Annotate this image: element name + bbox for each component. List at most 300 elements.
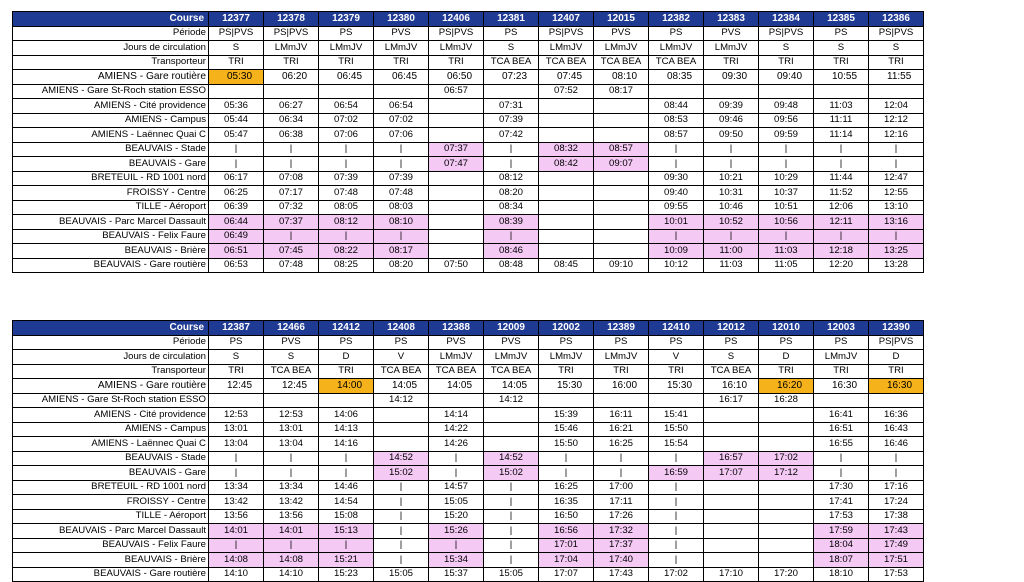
time-cell: 13:01 [264,422,319,437]
time-cell [484,437,539,452]
time-cell [374,84,429,99]
meta-cell: PVS [264,335,319,350]
time-cell [759,437,814,452]
stop-name: TILLE - Aéroport [13,509,209,524]
stop-name: BEAUVAIS - Gare [13,157,209,172]
time-cell: 15:50 [539,437,594,452]
time-cell: 15:34 [429,553,484,568]
time-cell [759,84,814,99]
time-cell [539,186,594,201]
time-cell: 08:17 [374,244,429,259]
time-cell: 16:51 [814,422,869,437]
time-cell: 09:40 [649,186,704,201]
meta-cell: TCA BEA [429,364,484,379]
meta-cell: S [704,350,759,365]
course-number: 12407 [539,12,594,27]
time-cell [374,408,429,423]
course-number: 12410 [649,321,704,336]
time-cell [759,524,814,539]
time-cell: 06:39 [209,200,264,215]
time-cell: | [264,229,319,244]
meta-cell: TRI [539,364,594,379]
stop-name: BEAUVAIS - Brière [13,553,209,568]
time-cell: 15:02 [484,466,539,481]
meta-cell: TCA BEA [649,55,704,70]
time-cell [759,408,814,423]
time-cell: | [319,142,374,157]
time-cell: 12:11 [814,215,869,230]
time-cell: | [429,466,484,481]
time-cell [429,393,484,408]
stop-name: BEAUVAIS - Parc Marcel Dassault [13,524,209,539]
meta-cell: S [869,41,924,56]
time-cell: 09:30 [649,171,704,186]
time-cell: 16:25 [539,480,594,495]
row-label: Jours de circulation [13,350,209,365]
time-cell: | [484,495,539,510]
time-cell: 15:50 [649,422,704,437]
course-number: 12390 [869,321,924,336]
time-cell: | [594,466,649,481]
meta-cell: D [869,350,924,365]
time-cell: 14:08 [264,553,319,568]
time-cell: 14:10 [264,567,319,582]
stop-row [13,186,924,201]
meta-cell: S [484,41,539,56]
time-cell: | [594,451,649,466]
meta-cell: TRI [319,364,374,379]
meta-cell: TCA BEA [539,55,594,70]
meta-cell: TRI [814,364,869,379]
stop-row [13,70,924,85]
time-cell [594,99,649,114]
meta-cell: TRI [759,55,814,70]
stop-name: AMIENS - Gare routière [13,70,209,85]
time-cell: 17:32 [594,524,649,539]
time-cell: 12:53 [264,408,319,423]
time-cell: | [649,538,704,553]
time-cell [209,393,264,408]
meta-cell: PVS [429,335,484,350]
course-number: 12380 [374,12,429,27]
meta-cell: PS [209,335,264,350]
time-cell: 15:30 [539,379,594,394]
time-cell [594,128,649,143]
meta-cell: TRI [814,55,869,70]
time-cell: 14:54 [319,495,374,510]
time-cell: 16:10 [704,379,759,394]
time-cell: 16:41 [814,408,869,423]
time-cell: 08:45 [539,258,594,273]
time-cell: 10:55 [814,70,869,85]
time-cell [869,84,924,99]
stop-row [13,157,924,172]
time-cell [539,200,594,215]
meta-cell: TCA BEA [484,55,539,70]
time-cell: | [429,538,484,553]
meta-cell: S [759,41,814,56]
time-cell [539,244,594,259]
course-number: 12010 [759,321,814,336]
time-cell: 08:32 [539,142,594,157]
time-cell [539,128,594,143]
meta-cell: PS [704,335,759,350]
time-cell: 07:02 [374,113,429,128]
time-cell: 16:35 [539,495,594,510]
time-cell [704,408,759,423]
time-cell [429,229,484,244]
time-cell: 17:43 [594,567,649,582]
time-cell: 06:49 [209,229,264,244]
time-cell: 07:06 [319,128,374,143]
time-cell: 17:07 [704,466,759,481]
meta-cell: LMmJV [814,350,869,365]
time-cell: 14:06 [319,408,374,423]
time-cell: 17:00 [594,480,649,495]
stop-row [13,422,924,437]
time-cell: 08:48 [484,258,539,273]
time-cell: | [319,229,374,244]
time-cell: 17:04 [539,553,594,568]
stop-row [13,379,924,394]
time-cell: 14:26 [429,437,484,452]
course-number: 12378 [264,12,319,27]
time-cell: 12:18 [814,244,869,259]
time-cell: | [209,142,264,157]
time-cell: 08:03 [374,200,429,215]
meta-cell: TRI [594,364,649,379]
time-cell: | [869,229,924,244]
time-cell: 17:07 [539,567,594,582]
course-row [13,12,924,27]
time-cell: 08:39 [484,215,539,230]
meta-cell: D [759,350,814,365]
time-cell [429,186,484,201]
time-cell: 08:53 [649,113,704,128]
time-cell: 06:54 [319,99,374,114]
time-cell: 12:45 [264,379,319,394]
time-cell: 15:05 [484,567,539,582]
time-cell: 14:00 [319,379,374,394]
meta-cell: PVS [374,26,429,41]
course-number: 12466 [264,321,319,336]
meta-cell: D [319,350,374,365]
stop-row [13,244,924,259]
time-cell: 14:05 [374,379,429,394]
time-cell [594,215,649,230]
time-cell: 16:25 [594,437,649,452]
stop-row [13,229,924,244]
time-cell [594,113,649,128]
time-cell [429,128,484,143]
time-cell: 10:56 [759,215,814,230]
stop-name: AMIENS - Laënnec Quai C [13,437,209,452]
course-number: 12015 [594,12,649,27]
time-cell: | [814,142,869,157]
time-cell: 07:39 [374,171,429,186]
course-number: 12002 [539,321,594,336]
time-cell: | [374,553,429,568]
time-cell: 07:48 [264,258,319,273]
time-cell [429,171,484,186]
stop-row [13,84,924,99]
time-cell: 16:59 [649,466,704,481]
stop-row [13,451,924,466]
meta-cell: S [209,350,264,365]
meta-cell: TRI [264,55,319,70]
time-cell: 09:48 [759,99,814,114]
time-cell: 14:14 [429,408,484,423]
time-cell: 16:00 [594,379,649,394]
time-cell: 07:48 [374,186,429,201]
meta-cell: PS|PVS [759,26,814,41]
time-cell: 13:04 [264,437,319,452]
time-cell: 13:01 [209,422,264,437]
time-cell: 17:26 [594,509,649,524]
time-cell: 11:11 [814,113,869,128]
time-cell: | [539,451,594,466]
time-cell: | [374,142,429,157]
stop-name: FROISSY - Centre [13,495,209,510]
time-cell: 14:12 [484,393,539,408]
time-cell: 10:01 [649,215,704,230]
time-cell: 14:05 [429,379,484,394]
stop-row [13,171,924,186]
meta-row-transporteur [13,55,924,70]
meta-cell: PS [594,335,649,350]
stop-name: BRETEUIL - RD 1001 nord [13,480,209,495]
timetable-1 [12,11,924,273]
time-cell: 08:57 [649,128,704,143]
stop-name: BRETEUIL - RD 1001 nord [13,171,209,186]
time-cell: 05:30 [209,70,264,85]
stop-row [13,99,924,114]
meta-cell: TCA BEA [374,364,429,379]
meta-cell: S [264,350,319,365]
time-cell: 06:27 [264,99,319,114]
meta-cell: PS|PVS [429,26,484,41]
stop-row [13,567,924,582]
row-label: Jours de circulation [13,41,209,56]
meta-cell: TCA BEA [704,364,759,379]
time-cell: | [704,229,759,244]
time-cell: 15:20 [429,509,484,524]
time-cell: 17:49 [869,538,924,553]
time-cell: 09:46 [704,113,759,128]
time-cell: 09:50 [704,128,759,143]
time-cell [814,84,869,99]
meta-cell: LMmJV [374,41,429,56]
time-cell: 13:34 [209,480,264,495]
meta-cell: LMmJV [594,41,649,56]
time-cell: 07:39 [319,171,374,186]
time-cell: | [374,495,429,510]
time-cell: | [814,466,869,481]
time-cell: 11:00 [704,244,759,259]
time-cell: 09:39 [704,99,759,114]
time-cell: 07:37 [264,215,319,230]
stop-name: BEAUVAIS - Stade [13,142,209,157]
time-cell: | [484,538,539,553]
time-cell [594,229,649,244]
time-cell [704,495,759,510]
time-cell: 17:41 [814,495,869,510]
time-cell: 17:02 [759,451,814,466]
time-cell: | [704,142,759,157]
meta-cell: V [649,350,704,365]
time-cell: 06:34 [264,113,319,128]
row-label: Période [13,26,209,41]
stop-row [13,128,924,143]
time-cell: | [264,538,319,553]
time-cell: 17:53 [814,509,869,524]
stop-row [13,408,924,423]
course-number: 12386 [869,12,924,27]
meta-cell: PS [814,26,869,41]
time-cell: | [264,451,319,466]
time-cell: | [484,229,539,244]
time-cell [539,229,594,244]
time-cell: 14:01 [209,524,264,539]
stop-row [13,480,924,495]
stop-row [13,495,924,510]
stop-row [13,142,924,157]
time-cell: 06:54 [374,99,429,114]
time-cell [814,393,869,408]
stop-name: BEAUVAIS - Gare routière [13,258,209,273]
time-cell [594,186,649,201]
time-cell: 08:20 [374,258,429,273]
time-cell: | [869,466,924,481]
time-cell: 06:20 [264,70,319,85]
time-cell: 15:21 [319,553,374,568]
time-cell: | [649,480,704,495]
time-cell: 09:40 [759,70,814,85]
time-cell: 17:59 [814,524,869,539]
time-cell: | [484,524,539,539]
time-cell: 17:53 [869,567,924,582]
meta-cell: S [209,41,264,56]
time-cell: 12:06 [814,200,869,215]
time-cell [429,113,484,128]
time-cell: 15:30 [649,379,704,394]
time-cell: 13:56 [209,509,264,524]
time-cell: 08:42 [539,157,594,172]
time-cell: 17:51 [869,553,924,568]
meta-cell: PS|PVS [539,26,594,41]
time-cell: 16:20 [759,379,814,394]
stop-row [13,524,924,539]
stop-name: BEAUVAIS - Parc Marcel Dassault [13,215,209,230]
course-number: 12382 [649,12,704,27]
time-cell [869,393,924,408]
meta-cell: LMmJV [594,350,649,365]
time-cell: | [319,466,374,481]
time-cell: 09:59 [759,128,814,143]
time-cell: 17:20 [759,567,814,582]
time-cell: | [429,451,484,466]
time-cell: 16:30 [814,379,869,394]
stop-name: AMIENS - Cité providence [13,99,209,114]
time-cell: 10:52 [704,215,759,230]
stop-name: AMIENS - Campus [13,422,209,437]
time-cell: 14:08 [209,553,264,568]
meta-cell: TRI [319,55,374,70]
time-cell [264,84,319,99]
meta-cell: PS [539,335,594,350]
time-cell [429,99,484,114]
time-cell: | [869,142,924,157]
time-cell: 06:57 [429,84,484,99]
time-cell: 08:46 [484,244,539,259]
time-cell [704,538,759,553]
time-cell: 09:56 [759,113,814,128]
time-cell: 15:26 [429,524,484,539]
time-cell [484,84,539,99]
time-cell: 17:43 [869,524,924,539]
course-number: 12389 [594,321,649,336]
time-cell: 16:50 [539,509,594,524]
time-cell: | [264,142,319,157]
stop-name: TILLE - Aéroport [13,200,209,215]
time-cell [264,393,319,408]
time-cell: 14:57 [429,480,484,495]
time-cell [319,84,374,99]
time-cell [319,393,374,408]
time-cell: 12:16 [869,128,924,143]
time-cell: 11:03 [759,244,814,259]
time-cell: | [649,553,704,568]
time-cell: | [869,451,924,466]
time-cell: 12:20 [814,258,869,273]
stop-row [13,200,924,215]
time-cell: 07:52 [539,84,594,99]
time-cell: 13:16 [869,215,924,230]
time-cell: 17:01 [539,538,594,553]
time-cell: 17:40 [594,553,649,568]
time-cell [429,200,484,215]
time-cell: | [759,157,814,172]
meta-cell: TRI [704,55,759,70]
time-cell: | [759,142,814,157]
time-cell: 15:05 [429,495,484,510]
time-cell [539,171,594,186]
time-cell [704,422,759,437]
time-cell [594,393,649,408]
time-cell: 12:45 [209,379,264,394]
time-cell: 06:50 [429,70,484,85]
time-cell: 08:10 [374,215,429,230]
time-cell: 15:54 [649,437,704,452]
stop-row [13,509,924,524]
time-cell: | [814,229,869,244]
stop-name: AMIENS - Gare routière [13,379,209,394]
time-cell: 16:21 [594,422,649,437]
time-cell: | [209,157,264,172]
time-cell: 10:21 [704,171,759,186]
course-row [13,321,924,336]
time-cell: 17:11 [594,495,649,510]
course-number: 12384 [759,12,814,27]
meta-cell: PS|PVS [869,26,924,41]
time-cell [539,113,594,128]
time-cell: 06:17 [209,171,264,186]
meta-cell: LMmJV [539,41,594,56]
time-cell: 12:12 [869,113,924,128]
time-cell [374,437,429,452]
meta-cell: LMmJV [649,41,704,56]
time-cell: | [374,157,429,172]
